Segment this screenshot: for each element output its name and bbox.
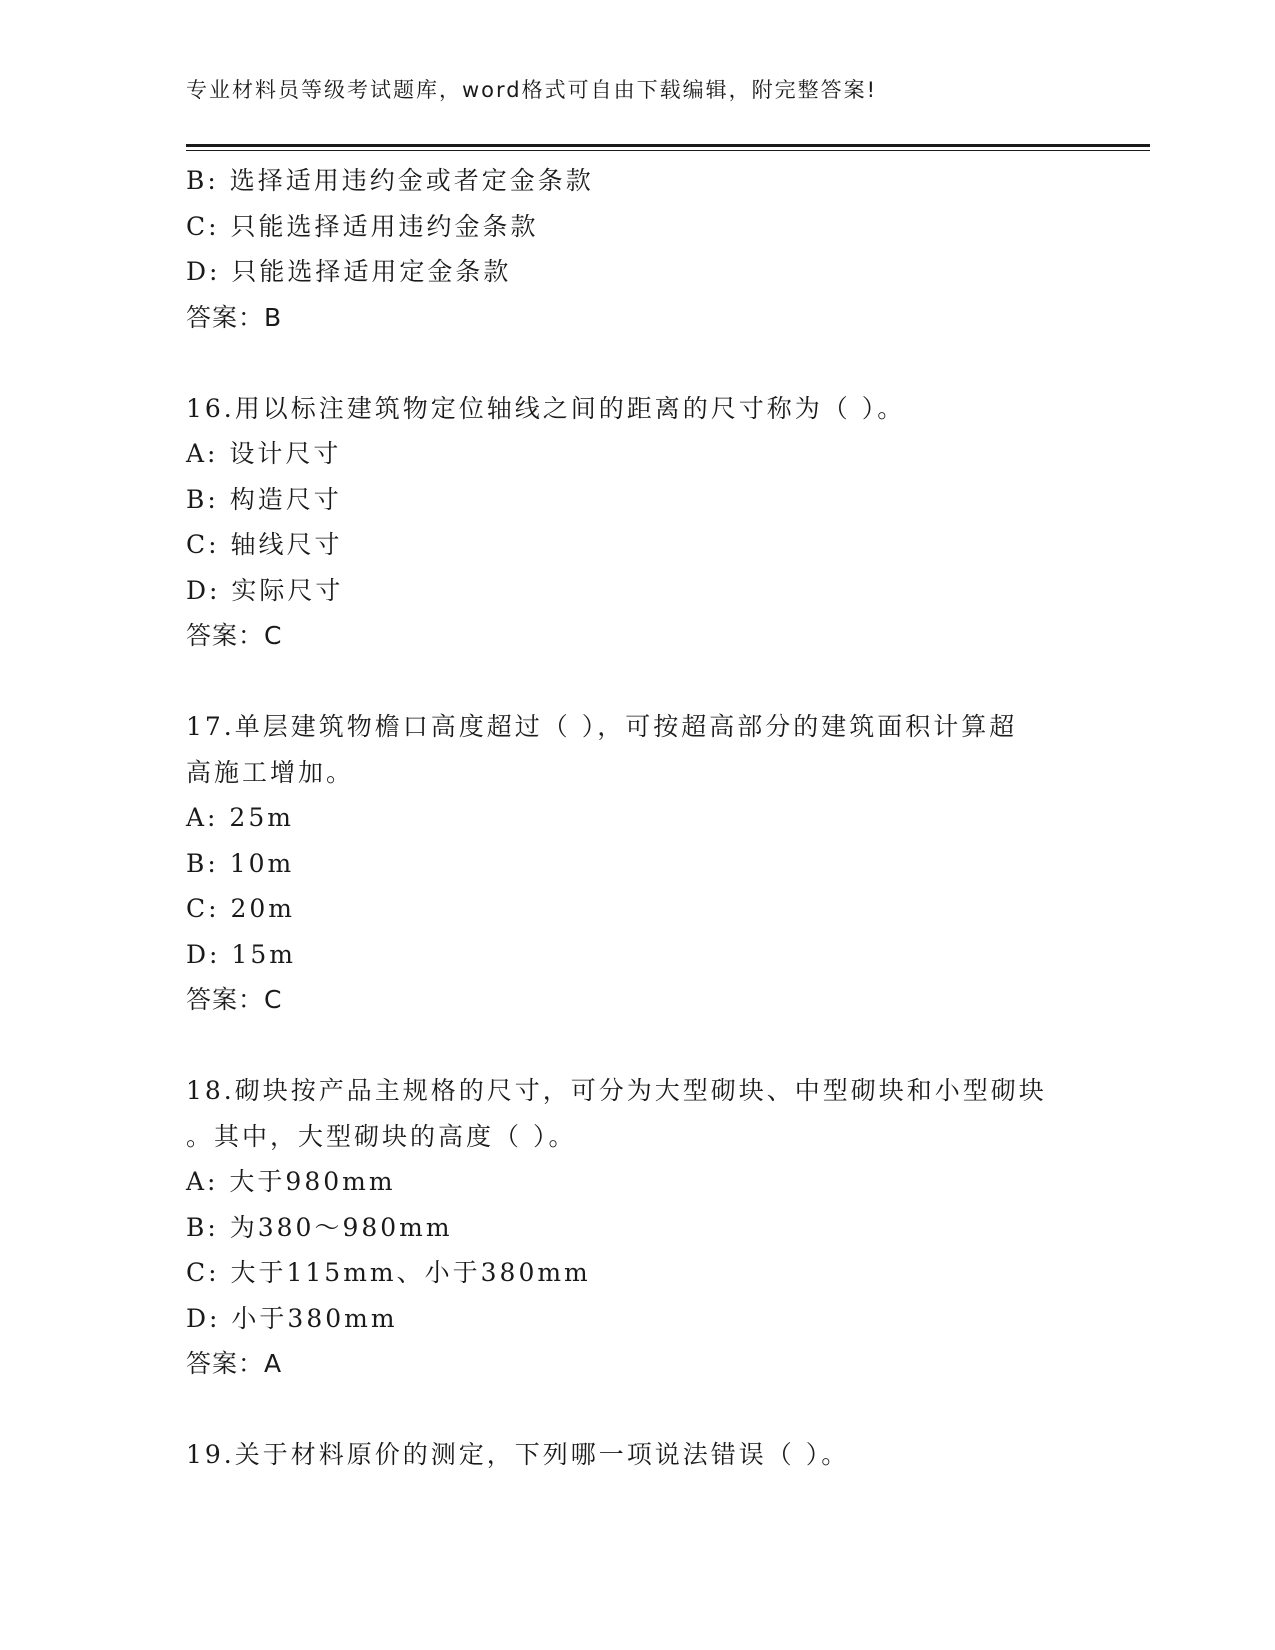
- header-rule: [186, 144, 1150, 147]
- spacer: [186, 340, 1086, 386]
- question-stem-continued: 。其中，大型砌块的高度（ ）。: [186, 1121, 577, 1151]
- question-stem: 19.关于材料原价的测定，下列哪一项说法错误（ ）。: [186, 1440, 850, 1469]
- option-b: B: 选择适用违约金或者定金条款: [186, 166, 594, 195]
- answer: 答案：C: [186, 621, 283, 650]
- spacer: [186, 1387, 1086, 1433]
- question-15-partial: [186, 158, 1086, 340]
- answer: 答案：A: [186, 1349, 283, 1378]
- option-a: A: 大于980mm: [186, 1167, 396, 1196]
- spacer: [186, 659, 1086, 705]
- question-18: [186, 1068, 1086, 1387]
- question-stem-continued: 高施工增加。: [186, 757, 355, 787]
- page-header: 专业材料员等级考试题库，word格式可自由下载编辑，附完整答案!: [186, 78, 878, 102]
- option-b: B: 为380～980mm: [186, 1212, 453, 1242]
- option-d: D: 15m: [186, 939, 296, 969]
- option-d: D: 只能选择适用定金条款: [186, 257, 512, 286]
- option-c: C: 大于115mm、小于380mm: [186, 1258, 591, 1287]
- question-stem: 18.砌块按产品主规格的尺寸，可分为大型砌块、中型砌块和小型砌块: [186, 1076, 1047, 1105]
- spacer: [186, 1023, 1086, 1069]
- option-b: B: 10m: [186, 848, 295, 878]
- option-c: C: 只能选择适用违约金条款: [186, 211, 539, 241]
- question-stem: 17.单层建筑物檐口高度超过（ ），可按超高部分的建筑面积计算超: [186, 712, 1018, 741]
- answer: 答案：B: [186, 302, 283, 332]
- option-c: C: 20m: [186, 894, 296, 923]
- option-a: A: 25m: [186, 803, 294, 832]
- question-list: [186, 158, 1086, 1478]
- option-d: D: 实际尺寸: [186, 575, 344, 605]
- question-16: [186, 386, 1086, 659]
- option-d: D: 小于380mm: [186, 1303, 398, 1333]
- header-rule-thin: [186, 150, 1150, 151]
- option-a: A: 设计尺寸: [186, 439, 342, 468]
- question-stem: 16.用以标注建筑物定位轴线之间的距离的尺寸称为（ ）。: [186, 393, 906, 423]
- question-19: [186, 1432, 1086, 1478]
- option-c: C: 轴线尺寸: [186, 530, 343, 559]
- option-b: B: 构造尺寸: [186, 484, 342, 514]
- question-17: [186, 704, 1086, 1023]
- answer: 答案：C: [186, 985, 283, 1014]
